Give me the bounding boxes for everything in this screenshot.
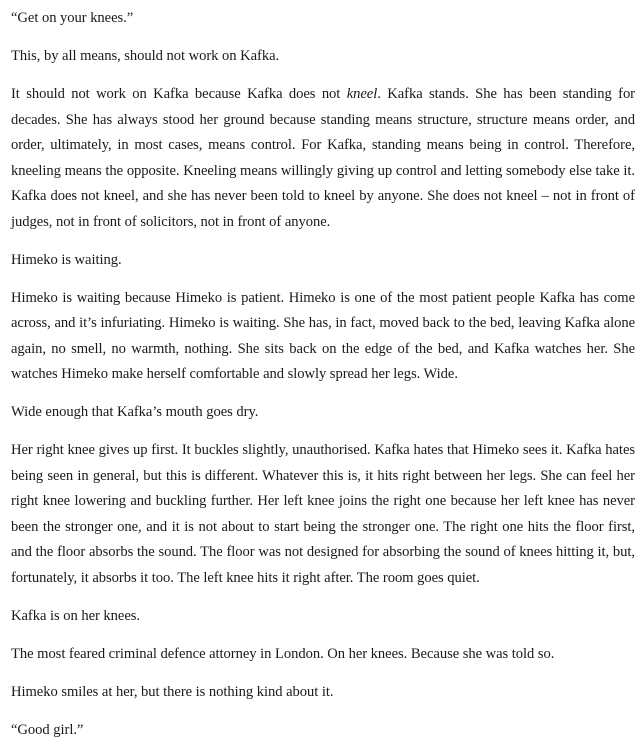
paragraph-text: Kafka is on her knees. [11,607,140,624]
paragraph [11,718,635,740]
paragraph [11,6,635,32]
paragraph [11,642,635,668]
paragraph-text: . Kafka stands. She has been standing for decades. She has always stood her ground because standing means structure, structure means order, and order, ultimately, in most cases, means control. For Kafka, standing means being in control. Therefore, kneeling means the opposite. Kneeling means willingly giving up control and letting somebody else take it. Kafka does not kneel, and she has never been told to kneel by anyone. She does not kneel – not in front of judges, not in front of solicitors, not in front of anyone. [11,86,635,230]
emphasized-text: kneel [346,86,378,102]
paragraph-text: “Get on your knees.” [11,10,134,26]
paragraph-text: Himeko smiles at her, but there is nothing kind about it. [11,683,334,700]
paragraph-text: Her right knee gives up first. It buckles slightly, unauthorised. Kafka hates that Himeko sees it. Kafka hates being seen in general, but this is different. Whatever this is, it hits right between her legs. She can feel her right knee lowering and buckling further. Her left knee joins the right one because her left knee has never been the stronger one, and it is not about to start being the stronger one. The right one hits the floor first, and the floor absorbs the sound. The floor was not designed for absorbing the sound of knees hitting it, but, fortunately, it absorbs it too. The left knee hits it right after. The room goes quiet. [11,442,635,586]
paragraph-text: Himeko is waiting. [11,251,122,268]
paragraph-text: Himeko is waiting because Himeko is patient. Himeko is one of the most patient people Kafka has come across, and it’s infuriating. Himeko is waiting. She has, in fact, moved back to the bed, leaving Kafka alone again, no smell, no warmth, nothing. She sits back on the edge of the bed, and Kafka watches her. She watches Himeko make herself comfortable and slowly spread her legs. Wide. [11,289,635,382]
paragraph [11,604,635,630]
paragraph-text: Wide enough that Kafka’s mouth goes dry. [11,404,259,420]
story-body [11,6,635,740]
paragraph [11,286,635,388]
paragraph [11,680,635,706]
paragraph-text: It should not work on Kafka because Kafka does not [11,86,347,102]
paragraph-text: The most feared criminal defence attorney in London. On her knees. Because she was told so. [11,645,555,662]
paragraph-text: This, by all means, should not work on Kafka. [11,48,280,64]
paragraph [11,82,635,235]
paragraph [11,438,635,591]
paragraph [11,44,635,70]
paragraph-text: “Good girl.” [11,721,84,738]
paragraph [11,248,635,274]
paragraph [11,400,635,426]
